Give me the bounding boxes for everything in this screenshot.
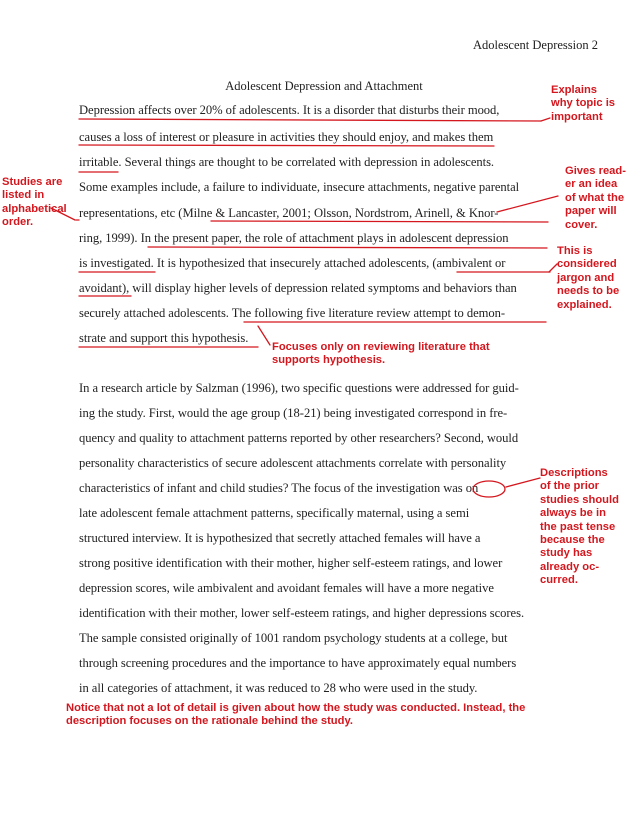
paragraph-2-line: in all categories of attachment, it was reduced to 28 who were used in the study.	[79, 681, 478, 695]
paragraph-2-line: structured interview. It is hypothesized that secretly attached females will have a	[79, 531, 481, 545]
underline-line1	[79, 119, 541, 121]
annotation-explains: Explains why topic is important	[551, 84, 616, 123]
paragraph-1-line: ring, 1999). In the present paper, the role of attachment plays in adolescent depression	[79, 231, 509, 245]
paragraph-1-line: avoidant), will display higher levels of depression related symptoms and behaviors than	[79, 281, 517, 295]
paragraph-2-line: identification with their mother, lower self-esteem ratings, and higher depressions scores.	[79, 606, 525, 620]
pointer-jargon	[549, 264, 557, 272]
paragraph-2-line: depression scores, wile ambivalent and avoidant females will have a more negative	[79, 581, 494, 595]
annotation-descriptions: Descriptions of the prior studies should always be in the past tense because the study has already oc- curred.	[540, 467, 619, 587]
paragraph-2-line: through screening procedures and the importance to have approximately equal numbers	[79, 656, 517, 670]
paragraph-1-line: securely attached adolescents. The following five literature review attempt to demon-	[79, 306, 505, 320]
paragraph-2-line: strong positive identification with their mother, higher self-esteem ratings, and lower	[79, 556, 503, 570]
annotation-notice: Notice that not a lot of detail is given about how the study was conducted. Instead, the description focuses on the rationale behind the study.	[66, 702, 526, 728]
paragraph-1-line: causes a loss of interest or pleasure in activities they should enjoy, and makes them	[79, 130, 494, 144]
underline-line2	[79, 145, 494, 146]
annotation-focuses: Focuses only on reviewing literature that supports hypothesis.	[272, 341, 490, 367]
annotation-gives-reader: Gives read- er an idea of what the paper will cover.	[565, 165, 626, 231]
paragraph-2-line: ing the study. First, would the age group (18-21) being investigated correspond in fre-	[79, 406, 508, 420]
paragraph-2-line: late adolescent female attachment patterns, specifically maternal, using a semi	[79, 506, 470, 520]
annotation-studies: Studies are listed in alphabetical order.	[2, 176, 67, 229]
paragraph-1-line: strate and support this hypothesis.	[79, 331, 249, 345]
paragraph-2-line: characteristics of infant and child studies? The focus of the investigation was on	[79, 481, 479, 495]
paragraph-2-line: In a research article by Salzman (1996), two specific questions were addressed for guid-	[79, 381, 519, 395]
pointer-focuses	[258, 326, 270, 345]
paragraph-2-line: quency and quality to attachment patterns reported by other researchers? Second, would	[79, 431, 519, 445]
paragraph-1-line: is investigated. It is hypothesized that insecurely attached adolescents, (ambivalent or	[79, 256, 506, 270]
underline-present-paper	[148, 247, 547, 248]
underline-ref-2	[211, 221, 548, 222]
paragraph-2-line: The sample consisted originally of 1001 random psychology students at a college, but	[79, 631, 508, 645]
paragraph-1-line: representations, etc (Milne & Lancaster, 2001; Olsson, Nordstrom, Arinell, & Knor-	[79, 206, 499, 220]
paragraph-1-line: irritable. Several things are thought to be correlated with depression in adolescents.	[79, 155, 495, 169]
pointer-gives-1	[497, 196, 558, 212]
paragraph-2-line: personality characteristics of secure adolescent attachments correlate with personality	[79, 456, 507, 470]
pointer-explains	[541, 118, 550, 121]
paragraph-1-line: Depression affects over 20% of adolescents. It is a disorder that disturbs their mood,	[79, 103, 500, 117]
pointer-descriptions	[506, 478, 540, 487]
paragraph-1-line: Some examples include, a failure to individuate, insecure attachments, negative parental	[79, 180, 520, 194]
running-head: Adolescent Depression 2	[473, 38, 598, 52]
paper-title: Adolescent Depression and Attachment	[225, 79, 423, 93]
annotation-jargon: This is considered jargon and needs to be explained.	[557, 245, 620, 311]
